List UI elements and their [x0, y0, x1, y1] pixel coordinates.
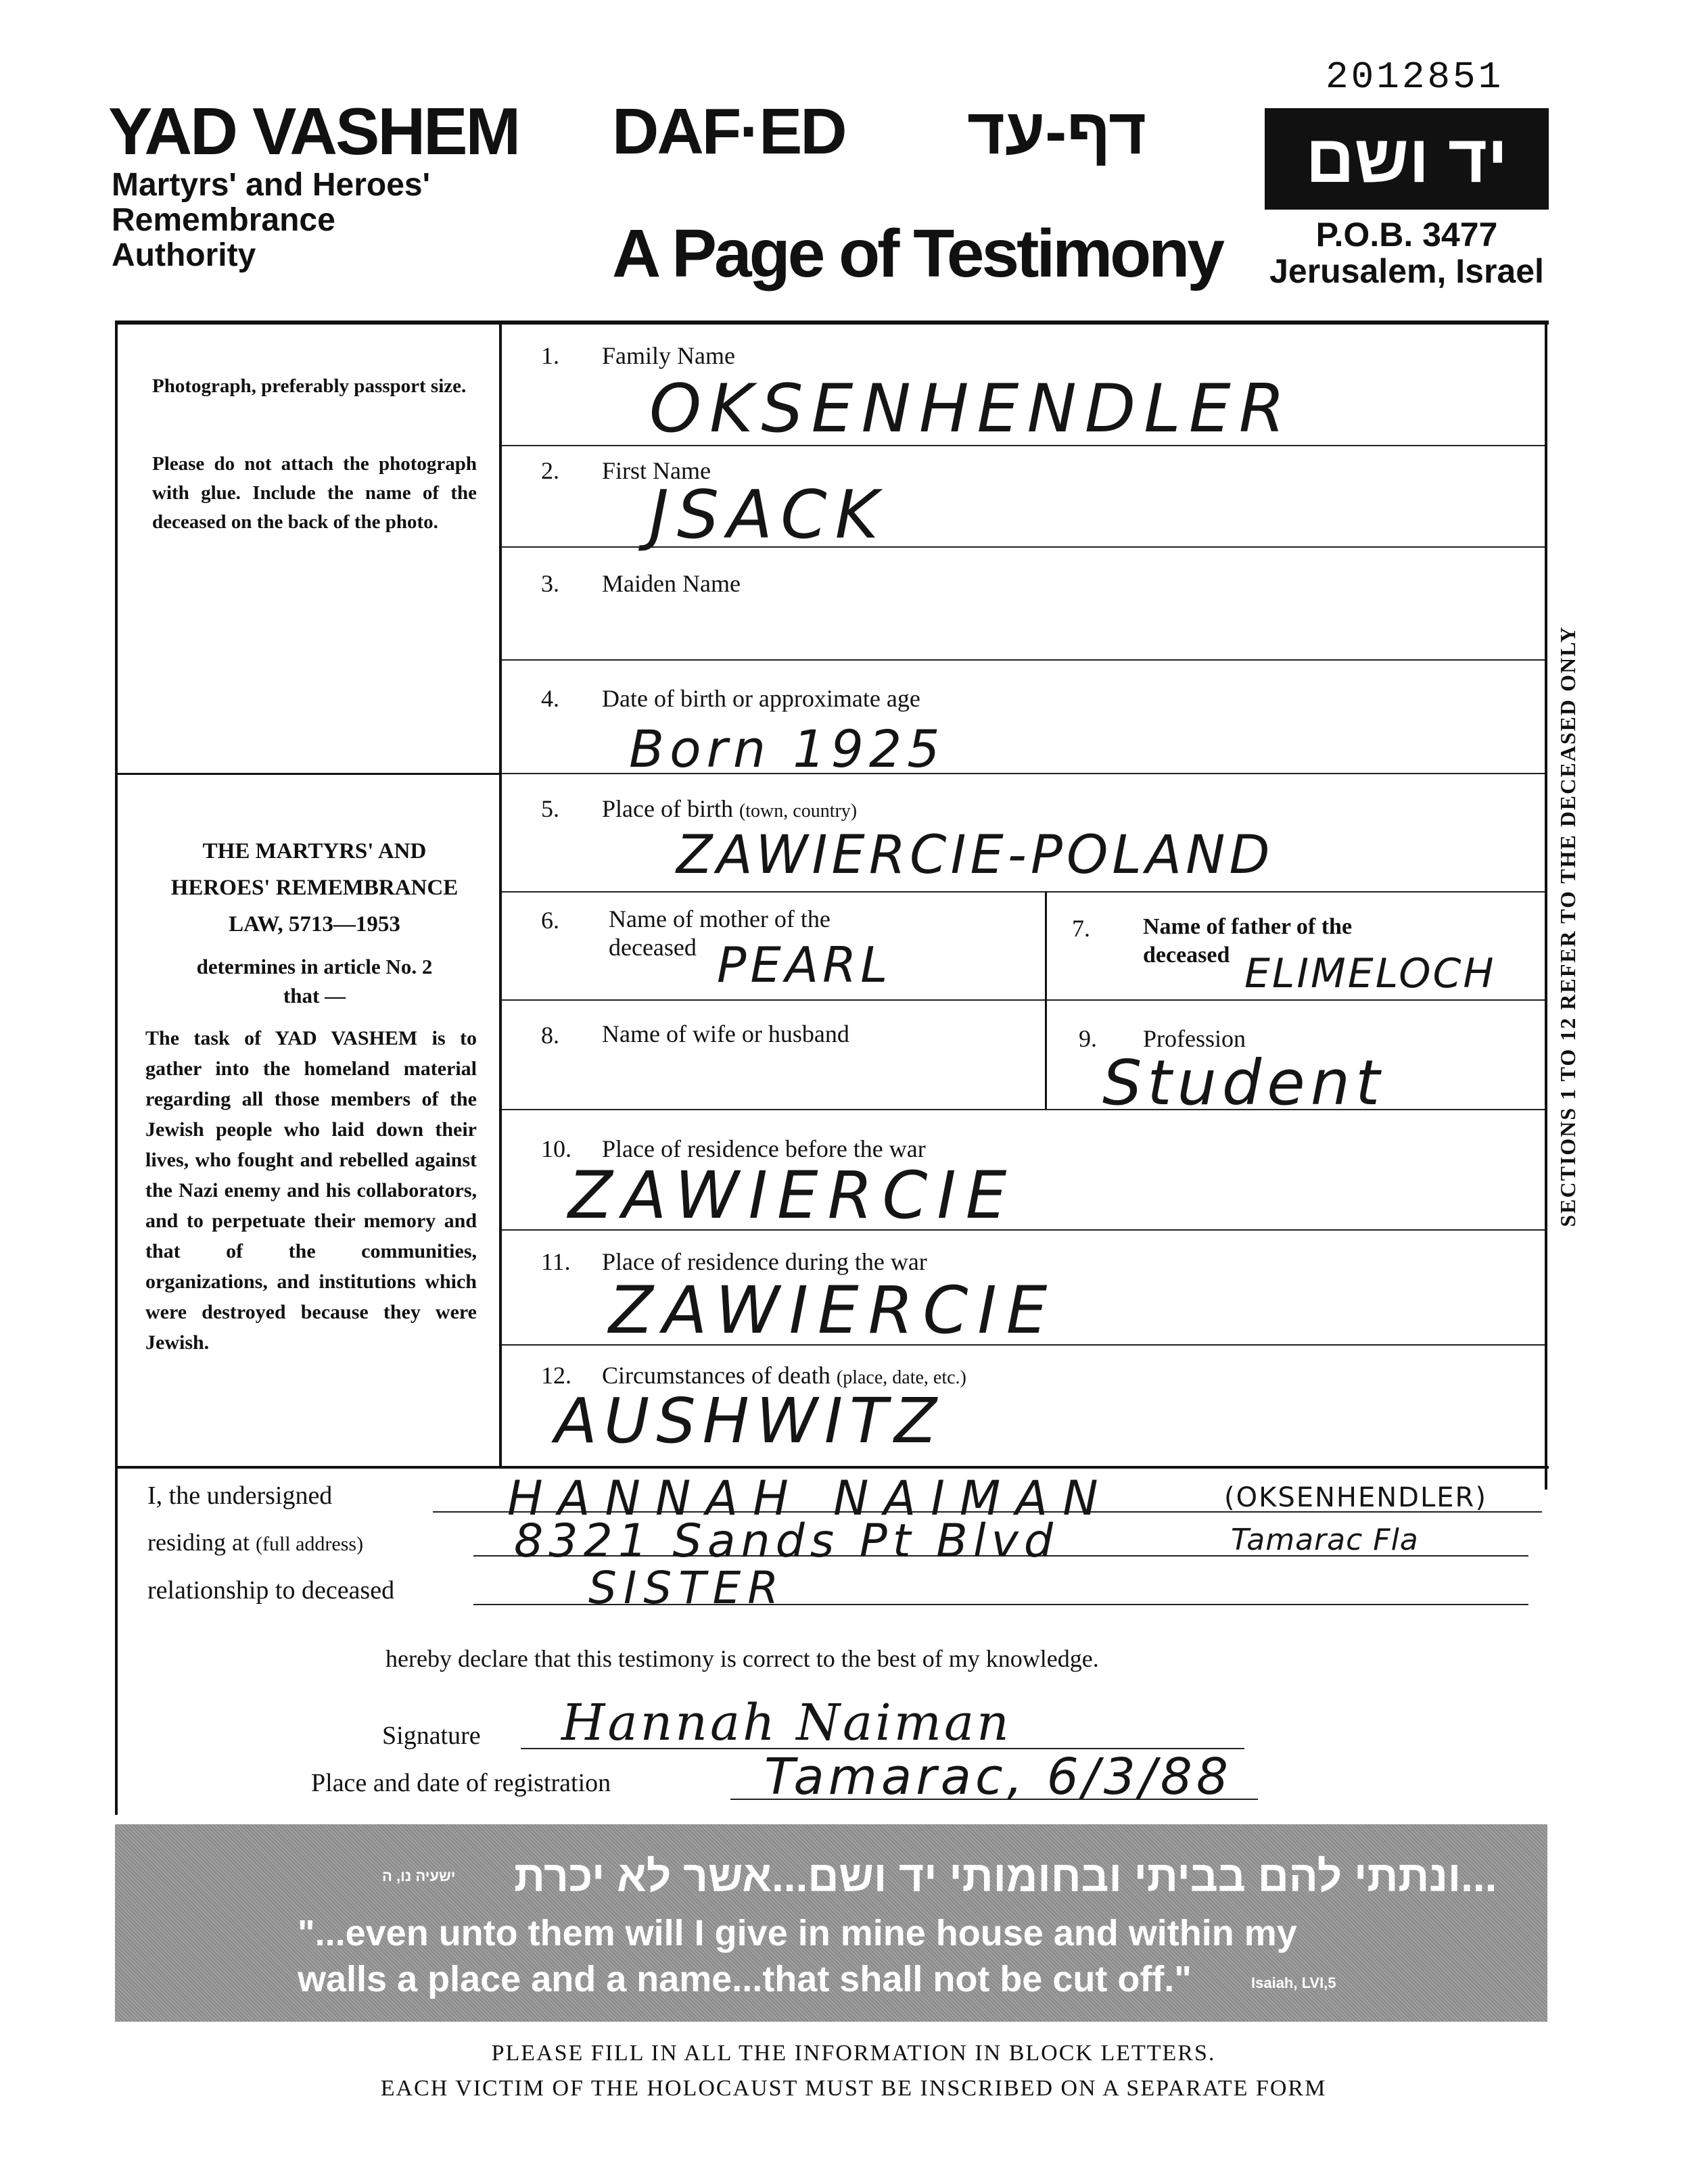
- sections-note: SECTIONS 1 TO 12 REFER TO THE DECEASED ONLY: [1556, 625, 1580, 1227]
- relationship-value[interactable]: SISTER: [588, 1562, 786, 1614]
- declarant-top-border: [115, 1466, 1549, 1469]
- banner-hebrew-reference: ישעיה נו, ה: [382, 1868, 456, 1884]
- mother-name-label-line-2: deceased: [609, 934, 697, 961]
- residence-during-war-label: Place of residence during the war: [602, 1248, 927, 1275]
- undersigned-maiden-value[interactable]: (OKSENHENDLER): [1224, 1482, 1487, 1513]
- maiden-name-label: Maiden Name: [602, 570, 741, 597]
- form-top-border: [115, 321, 1549, 325]
- residence-during-war-value[interactable]: ZAWIERCIE: [609, 1273, 1057, 1348]
- date-of-birth-label: Date of birth or approximate age: [602, 685, 920, 712]
- law-determines: [142, 952, 487, 1010]
- law-determines-text: determines in article No. 2: [196, 955, 433, 978]
- org-subtitle: [112, 168, 430, 273]
- place-of-birth-value[interactable]: ZAWIERCIE-POLAND: [676, 825, 1274, 886]
- yad-vashem-logo: [1265, 108, 1549, 210]
- circumstances-of-death-value[interactable]: AUSHWITZ: [555, 1385, 944, 1457]
- undersigned-value[interactable]: HANNAH NAIMAN: [507, 1471, 1113, 1526]
- law-title-line-1: THE MARTYRS' AND: [202, 839, 427, 863]
- field-12-number: 12.: [541, 1362, 571, 1389]
- row-separator-7: [502, 1109, 1545, 1110]
- residence-before-war-value[interactable]: ZAWIERCIE: [568, 1158, 1016, 1233]
- field-10-number: 10.: [541, 1135, 571, 1162]
- form-right-border: [1545, 323, 1547, 1490]
- declaration-text: hereby declare that this testimony is correct to the best of my knowledge.: [385, 1645, 1099, 1672]
- date-of-birth-value[interactable]: Born 1925: [629, 719, 945, 779]
- law-title-line-2: HEROES' REMEMBRANCE: [170, 876, 459, 900]
- field-2-number: 2.: [541, 457, 559, 484]
- banner-hebrew-quote: ...ונתתי להם בביתי ובחומותי יד ושם...אשר לא יכרת: [514, 1852, 1497, 1901]
- po-box: P.O.B. 3477: [1315, 216, 1498, 254]
- field-1-number: 1.: [541, 342, 559, 369]
- law-title-line-3: LAW, 5713—1953: [229, 912, 400, 936]
- residing-city-value[interactable]: Tamarac Fla: [1231, 1523, 1419, 1557]
- row-6-9-divider: [1045, 891, 1047, 1109]
- left-column-divider: [115, 773, 500, 775]
- profession-label: Profession: [1143, 1025, 1246, 1052]
- family-name-label: Family Name: [602, 342, 735, 369]
- law-that-text: that —: [283, 984, 346, 1007]
- field-8-number: 8.: [541, 1022, 559, 1049]
- org-name: YAD VASHEM: [108, 94, 519, 168]
- first-name-value[interactable]: JSACK: [649, 477, 887, 554]
- field-3-number: 3.: [541, 570, 559, 597]
- org-subtitle-line-3: Authority: [112, 237, 256, 273]
- quote-banner: [115, 1824, 1547, 2022]
- mother-name-value[interactable]: PEARL: [717, 936, 892, 993]
- page-title: A Page of Testimony: [612, 216, 1222, 291]
- field-5-number: 5.: [541, 795, 559, 822]
- profession-value[interactable]: Student: [1102, 1047, 1386, 1119]
- photo-note-instructions: Please do not attach the photograph with glue. Include the name of the deceased on the back of the photo.: [152, 453, 477, 533]
- place-of-birth-sublabel: (town, country): [739, 801, 858, 822]
- banner-english-line-1: "...even unto them will I give in mine house and within my: [298, 1913, 1297, 1953]
- photo-note-size: Photograph, preferably passport size.: [152, 375, 467, 397]
- form-left-border: [115, 321, 118, 1815]
- father-name-label-line-1: Name of father of the: [1143, 914, 1353, 939]
- daf-ed-title: DAF·ED: [612, 95, 845, 168]
- signature-value[interactable]: Hannah Naiman: [561, 1694, 1012, 1752]
- row-separator-6: [502, 999, 1545, 1001]
- banner-english-line-2: walls a place and a name...that shall not be cut off.": [298, 1959, 1192, 1999]
- registration-value[interactable]: Tamarac, 6/3/88: [764, 1748, 1232, 1806]
- residing-label-text: residing at: [147, 1529, 250, 1556]
- family-name-value[interactable]: OKSENHENDLER: [649, 371, 1293, 448]
- org-subtitle-line-1: Martyrs' and Heroes': [112, 167, 430, 203]
- relationship-label: relationship to deceased: [147, 1576, 395, 1605]
- circumstances-of-death-sublabel: (place, date, etc.): [836, 1367, 966, 1388]
- row-separator-3: [502, 659, 1545, 661]
- residing-sublabel: (full address): [255, 1533, 364, 1555]
- logo-hebrew-text: יד ושם: [1305, 121, 1508, 197]
- residence-before-war-label: Place of residence before the war: [602, 1135, 926, 1162]
- circumstances-of-death-label-text: Circumstances of death: [602, 1362, 831, 1389]
- field-11-number: 11.: [541, 1248, 571, 1275]
- document-number: 2012851: [1326, 55, 1504, 99]
- form-column-divider: [499, 323, 502, 1467]
- law-text: The task of YAD VASHEM is to gather into the homeland material regarding all those members of the Jewish people who laid down their lives, who fought and rebelled against the Nazi enemy and his collaborators, and to perpetuate their memory and that of the communities, organizations, and institutions which were destroyed because they were Jewish.: [145, 1027, 477, 1354]
- mother-name-label-line-1: Name of mother of the: [609, 905, 831, 932]
- footer-line-1: PLEASE FILL IN ALL THE INFORMATION IN BLOCK LETTERS.: [491, 2041, 1216, 2066]
- daf-ed-hebrew: דף-עד: [967, 95, 1146, 168]
- org-subtitle-line-2: Remembrance: [112, 202, 335, 238]
- field-6-number: 6.: [541, 907, 559, 934]
- banner-english-reference: Isaiah, LVI,5: [1251, 1974, 1336, 1991]
- first-name-label: First Name: [602, 457, 711, 484]
- residing-value[interactable]: 8321 Sands Pt Blvd: [514, 1515, 1059, 1568]
- field-9-number: 9.: [1079, 1025, 1097, 1052]
- field-7-number: 7.: [1072, 915, 1090, 942]
- place-of-birth-label-text: Place of birth: [602, 795, 733, 822]
- row-separator-5: [502, 891, 1545, 893]
- footer-line-2: EACH VICTIM OF THE HOLOCAUST MUST BE INSCRIBED ON A SEPARATE FORM: [380, 2076, 1327, 2101]
- registration-label: Place and date of registration: [311, 1769, 611, 1797]
- city: Jerusalem, Israel: [1269, 252, 1544, 290]
- spouse-name-label: Name of wife or husband: [602, 1020, 849, 1047]
- residing-label: [147, 1528, 363, 1557]
- law-title: [142, 833, 487, 943]
- place-of-birth-label: [602, 794, 857, 823]
- field-4-number: 4.: [541, 685, 559, 712]
- father-name-value[interactable]: ELIMELOCH: [1244, 950, 1496, 997]
- signature-label: Signature: [382, 1722, 481, 1750]
- undersigned-label: I, the undersigned: [147, 1481, 333, 1510]
- father-name-label-line-2: deceased: [1143, 943, 1230, 968]
